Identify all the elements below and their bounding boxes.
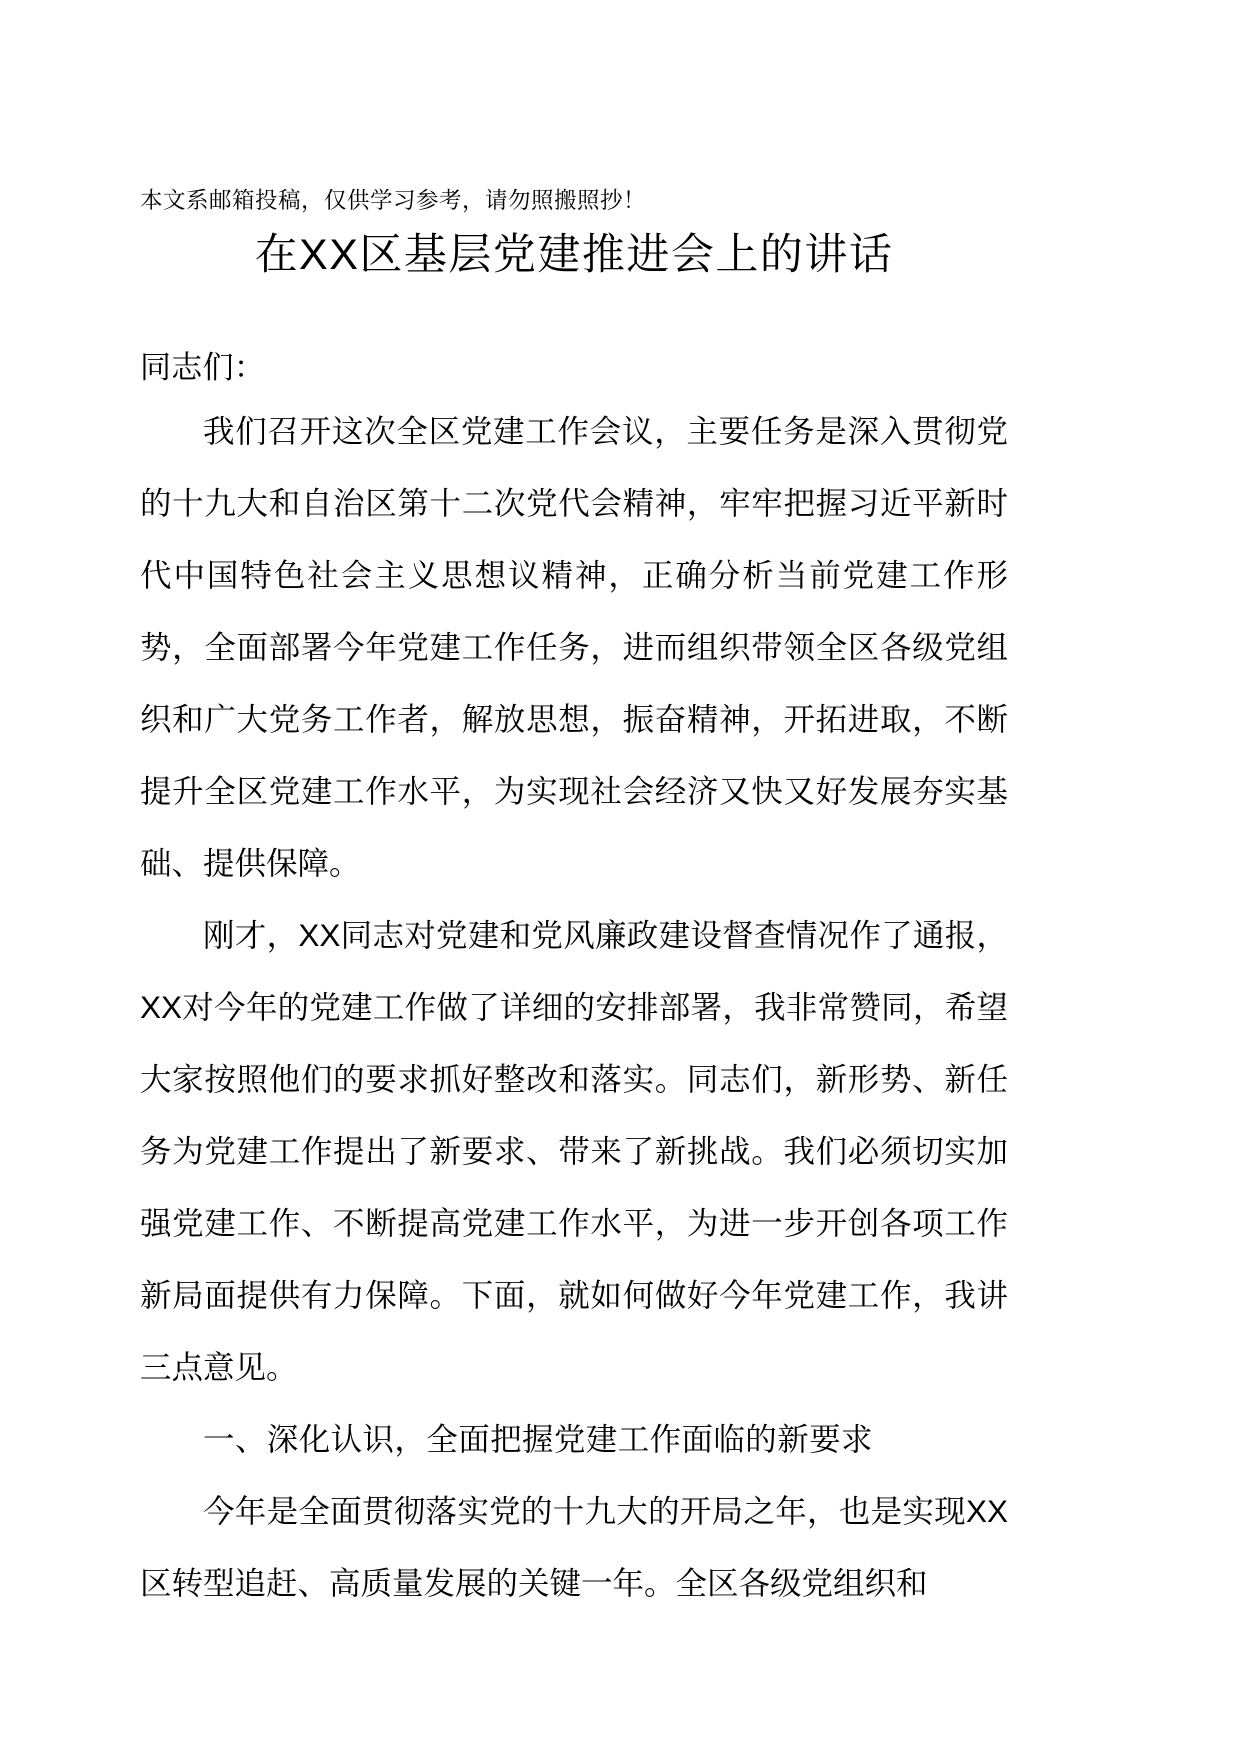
submission-notice: 本文系邮箱投稿，仅供学习参考，请勿照搬照抄！	[140, 188, 647, 213]
section-paragraph-1: 今年是全面贯彻落实党的十九大的开局之年，也是实现XX区转型追赶、高质量发展的关键一年。全区各级党组织和	[140, 1493, 1008, 1601]
page-title: 在XX区基层党建推进会上的讲话	[254, 231, 894, 279]
salutation: 同志们：	[140, 350, 266, 385]
document-content	[140, 0, 1008, 1619]
body-paragraph-1: 我们召开这次全区党建工作会议，主要任务是深入贯彻党的十九大和自治区第十二次党代会精神，牢牢把握习近平新时代中国特色社会主义思想议精神，正确分析当前党建工作形势，全面部署今年党建工作任务，进而组织带领全区各级党组织和广大党务工作者，解放思想，振奋精神，开拓进取，不断提升全区党建工作水平，为实现社会经济又快又好发展夯实基础、提供保障。	[140, 413, 1008, 881]
body-paragraph-2: 刚才，XX同志对党建和党风廉政建设督查情况作了通报，XX对今年的党建工作做了详细的安排部署，我非常赞同，希望大家按照他们的要求抓好整改和落实。同志们，新形势、新任务为党建工作提出了新要求、带来了新挑战。我们必须切实加强党建工作、不断提高党建工作水平，为进一步开创各项工作新局面提供有力保障。下面，就如何做好今年党建工作，我讲三点意见。	[140, 917, 1008, 1385]
section-heading-1: 一、深化认识，全面把握党建工作面临的新要求	[203, 1421, 873, 1457]
